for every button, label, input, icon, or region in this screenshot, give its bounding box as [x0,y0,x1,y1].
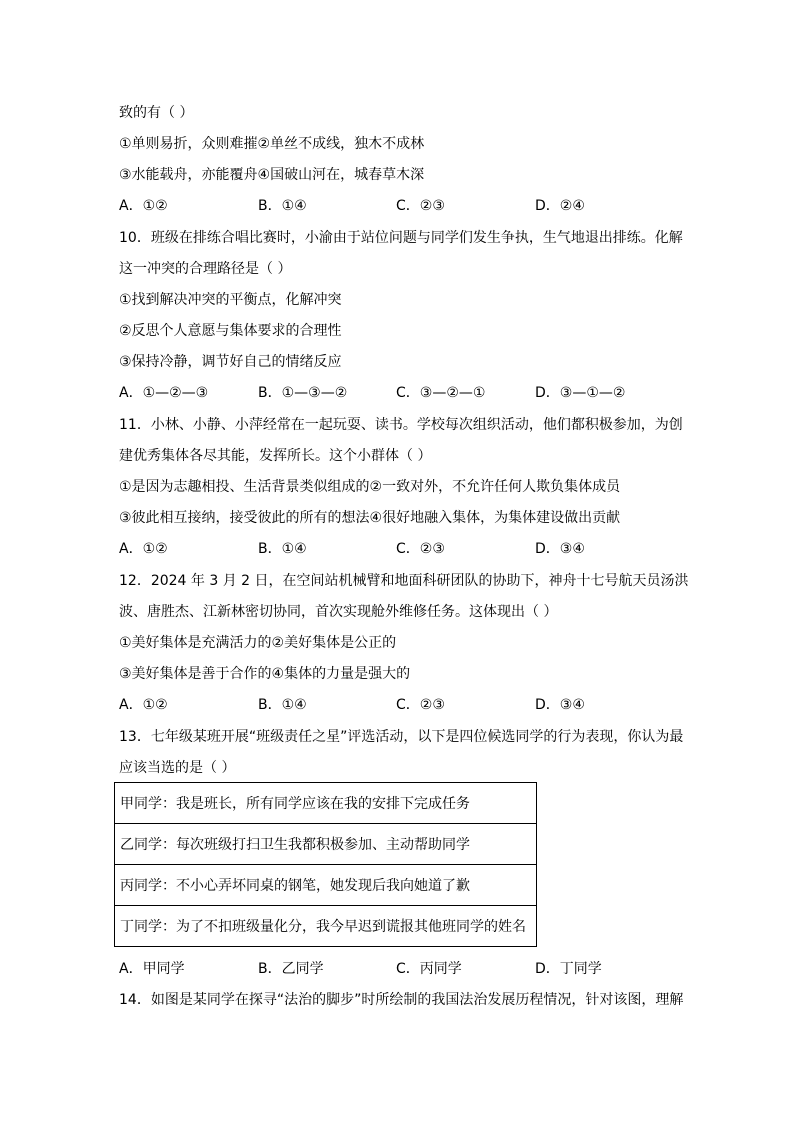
q10-statement-2: ②反思个人意愿与集体要求的合理性 [119,323,342,339]
q13-option-b[interactable]: B．乙同学 [258,961,324,977]
q13-option-c[interactable]: C．丙同学 [396,961,462,977]
q10-stem-line-2: 这一冲突的合理路径是（ ） [119,261,292,277]
q11-option-a[interactable]: A．①② [119,541,168,557]
q14-stem-line-1: 14．如图是某同学在探寻“法治的脚步”时所绘制的我国法治发展历程情况，针对该图，理解 [119,992,684,1008]
q9-option-a[interactable]: A．①② [119,198,168,214]
q12-options [119,696,679,714]
q9-statement-1: ①单则易折，众则难摧②单丝不成线，独木不成林 [119,136,425,152]
q10-option-c[interactable]: C．③—②—① [396,385,486,401]
q11-option-d[interactable]: D．③④ [535,541,585,557]
q10-stem-line-1: 10．班级在排练合唱比赛时，小渝由于站位问题与同学们发生争执，生气地退出排练。化解 [119,230,683,246]
q13-candidates-table [114,782,537,947]
q12-option-c[interactable]: C．②③ [396,697,445,713]
q12-stem-line-1: 12．2024 年 3 月 2 日，在空间站机械臂和地面科研团队的协助下，神舟十七号航天员汤洪 [119,573,689,589]
q13-stem-line-2: 应该当选的是（ ） [119,760,236,776]
q12-statement-1: ①美好集体是充满活力的②美好集体是公正的 [119,635,397,651]
q9-statement-2: ③水能载舟，亦能覆舟④国破山河在，城春草木深 [119,167,425,183]
table-cell: 甲同学：我是班长，所有同学应该在我的安排下完成任务 [115,783,537,824]
table-cell: 乙同学：每次班级打扫卫生我都积极参加、主动帮助同学 [115,824,537,865]
q11-statement-1: ①是因为志趣相投、生活背景类似组成的②一致对外，不允许任何人欺负集体成员 [119,479,621,495]
q10-statement-1: ①找到解决冲突的平衡点，化解冲突 [119,292,342,308]
q11-stem-line-2: 建优秀集体各尽其能，发挥所长。这个小群体（ ） [119,448,432,464]
table-row [115,783,537,824]
q12-stem-line-2: 波、唐胜杰、江新林密切协同，首次实现舱外维修任务。这体现出（ ） [119,604,558,620]
q9-options [119,197,679,215]
q10-statement-3: ③保持冷静，调节好自己的情绪反应 [119,354,342,370]
q9-stem-tail: 致的有（ ） [119,105,194,121]
q12-option-d[interactable]: D．③④ [535,697,585,713]
q13-option-d[interactable]: D．丁同学 [535,961,602,977]
q13-stem-line-1: 13．七年级某班开展“班级责任之星”评选活动，以下是四位候选同学的行为表现，你认为最 [119,729,684,745]
table-row [115,824,537,865]
table-cell: 丙同学：不小心弄坏同桌的钢笔，她发现后我向她道了歉 [115,865,537,906]
q13-option-a[interactable]: A．甲同学 [119,961,185,977]
q12-statement-2: ③美好集体是善于合作的④集体的力量是强大的 [119,666,411,682]
q13-options [119,960,679,978]
q9-option-d[interactable]: D．②④ [535,198,585,214]
q11-option-c[interactable]: C．②③ [396,541,445,557]
q12-option-b[interactable]: B．①④ [258,697,307,713]
q10-options [119,384,679,402]
table-cell: 丁同学：为了不扣班级量化分，我今早迟到谎报其他班同学的姓名 [115,906,537,947]
q11-stem-line-1: 11．小林、小静、小萍经常在一起玩耍、读书。学校每次组织活动，他们都积极参加，为创 [119,417,683,433]
q12-option-a[interactable]: A．①② [119,697,168,713]
q10-option-d[interactable]: D．③—①—② [535,385,626,401]
q9-option-c[interactable]: C．②③ [396,198,445,214]
q10-option-a[interactable]: A．①—②—③ [119,385,209,401]
q11-option-b[interactable]: B．①④ [258,541,307,557]
q9-option-b[interactable]: B．①④ [258,198,307,214]
q11-options [119,540,679,558]
table-row [115,906,537,947]
table-row [115,865,537,906]
q11-statement-2: ③彼此相互接纳，接受彼此的所有的想法④很好地融入集体，为集体建设做出贡献 [119,510,621,526]
q10-option-b[interactable]: B．①—③—② [258,385,348,401]
